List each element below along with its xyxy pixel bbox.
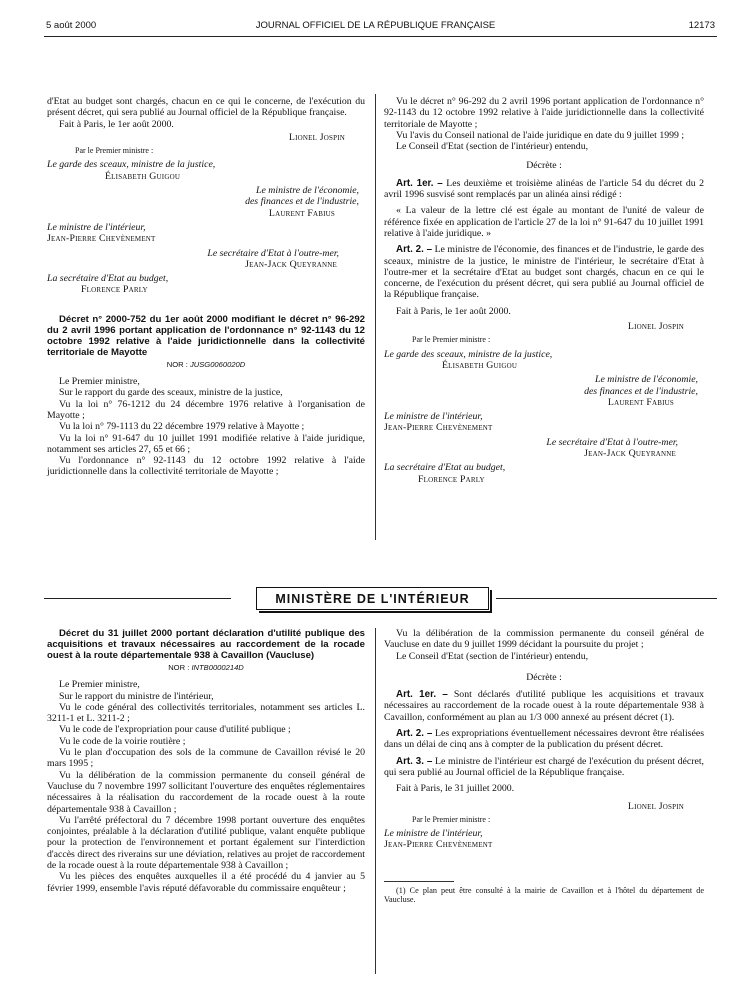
- paragraph: Vu le décret n° 96-292 du 2 avril 1996 portant application de l'ordonnance n° 92-1143 du 12 octobre 1992 relative à l'aide juridictionnelle dans la collectivité territoriale de Mayotte ;: [384, 96, 704, 130]
- paragraph: Vu l'arrêté préfectoral du 7 décembre 1998 portant ouverture des enquêtes conjointes, préalable à la déclaration d'utilité publique, valant enquête publique pour la protection de l'environnement et portant également sur l'interdiction d'accès direct des riverains sur une déviation, relatives au projet de raccordement de la rocade ouest à la route départementale 938 à Cavaillon ;: [47, 814, 365, 872]
- bottom-left-column: [47, 628, 365, 894]
- article-text: Le ministre de l'intérieur est chargé de l'exécution du présent décret, qui sera publié au Journal officiel de la République française.: [384, 755, 704, 778]
- paragraph: Le Premier ministre,: [59, 679, 140, 691]
- pm-signature: Lionel Jospin: [627, 800, 684, 812]
- header-page-number: 12173: [688, 20, 715, 31]
- paragraph: Vu le plan d'occupation des sols de la commune de Cavaillon révisé le 20 mars 1995 ;: [47, 747, 365, 770]
- signatory-name: Élisabeth Guigou: [442, 359, 518, 371]
- signatory-title: Le ministre de l'économie,: [595, 374, 698, 386]
- by-pm: Par le Premier ministre :: [412, 814, 491, 824]
- intro-text: d'Etat au budget sont chargés, chacun en ce qui le concerne, de l'exécution du présent décret, qui sera publié au Journal officiel de la République française.: [47, 96, 365, 119]
- signatory-name: Jean-Jack Queyranne: [584, 448, 676, 460]
- footnote: (1) Ce plan peut être consulté à la mairie de Cavaillon et à l'hôtel du département de Vaucluse.: [384, 885, 704, 905]
- signatory-title: Le ministre de l'intérieur,: [384, 828, 483, 840]
- paragraph: Le Conseil d'Etat (section de l'intérieur) entendu,: [396, 141, 589, 153]
- signatory-name: Jean-Pierre Chevènement: [47, 233, 156, 245]
- signatory-name: Jean-Pierre Chevènement: [384, 422, 493, 434]
- signatory-title: Le garde des sceaux, ministre de la justice,: [384, 348, 553, 360]
- article-text: Sont déclarés d'utilité publique les acquisitions et travaux nécessaires au raccordement de la rocade ouest à la route départementale 938 à Cavaillon, conformément au plan au 1/3 000 annexé au présent décret (1).: [384, 689, 705, 723]
- nor-code: JUSG0060020D: [189, 359, 246, 369]
- article-label: Art. 1er. –: [396, 689, 448, 701]
- article-label: Art. 2. –: [396, 728, 433, 740]
- signatory-name: Laurent Fabius: [268, 207, 335, 219]
- paragraph: Vu la loi n° 79-1113 du 22 décembre 1979 relative à Mayotte ;: [59, 421, 305, 433]
- paragraph: Vu la loi n° 76-1212 du 24 décembre 1976 relative à l'organisation de Mayotte ;: [47, 398, 365, 421]
- by-pm: Par le Premier ministre :: [75, 146, 154, 156]
- paragraph: Vu la délibération de la commission permanente du conseil général de Vaucluse en date du 9 juillet 1999 décidant la poursuite du projet ;: [384, 628, 704, 651]
- nor-label: NOR :: [168, 663, 190, 672]
- signatory-title: Le ministre de l'intérieur,: [47, 221, 146, 233]
- signatory-name: Laurent Fabius: [607, 396, 674, 408]
- paragraph: Vu le code de l'expropriation pour cause d'utilité publique ;: [59, 724, 291, 736]
- signatory-title: Le secrétaire d'Etat à l'outre-mer,: [546, 436, 678, 448]
- column-divider-top: [375, 94, 376, 540]
- header-date: 5 août 2000: [46, 20, 97, 31]
- signatory-name: Florence Parly: [81, 284, 148, 296]
- decrete-heading: Décrète :: [526, 671, 562, 683]
- signatory-name: Jean-Jack Queyranne: [245, 258, 337, 270]
- article-label: Art. 3. –: [396, 755, 433, 767]
- signatory-title-cont: des finances et de l'industrie,: [245, 196, 359, 208]
- signatory-title: Le ministre de l'intérieur,: [384, 411, 483, 423]
- signatory-name: Florence Parly: [418, 473, 485, 485]
- nor-reference: [47, 662, 365, 673]
- article-quote: « La valeur de la lettre clé est égale au montant de l'unité de valeur de référence fixée en application de l'article 27 de la loi n° 91-647 du 10 juillet 1991 relative à l'aide juridique. »: [384, 205, 704, 239]
- bottom-right-column: [384, 628, 704, 905]
- signatory-title: Le ministre de l'économie,: [256, 185, 359, 197]
- paragraph: Vu l'avis du Conseil national de l'aide juridique en date du 9 juillet 1999 ;: [396, 129, 685, 141]
- place-date: Fait à Paris, le 1er août 2000.: [396, 305, 511, 317]
- decrete-heading: Décrète :: [526, 160, 562, 172]
- article-text: Les expropriations éventuellement nécessaires devront être réalisées dans un délai de cinq ans à compter de la publication du présent décret.: [384, 728, 705, 751]
- header-title: JOURNAL OFFICIEL DE LA RÉPUBLIQUE FRANÇAISE: [255, 20, 496, 31]
- article-label: Art. 2. –: [396, 244, 433, 256]
- paragraph: Vu la loi n° 91-647 du 10 juillet 1991 modifiée relative à l'aide juridique, notamment ses articles 27, 65 et 66 ;: [47, 432, 365, 455]
- decree-title: Décret n° 2000-752 du 1er août 2000 modifiant le décret n° 96-292 du 2 avril 1996 portant application de l'ordonnance n° 92-1143 du 12 octobre 1992 relative à l'aide juridictionnelle dans la collectivité territoriale de Mayotte: [47, 313, 365, 358]
- article-text: Les deuxième et troisième alinéas de l'article 54 du décret du 2 avril 1996 susvisé sont remplacés par un alinéa ainsi rédigé :: [384, 177, 705, 201]
- paragraph: Vu le code de la voirie routière ;: [59, 735, 186, 747]
- nor-label: NOR :: [166, 359, 188, 369]
- paragraph: Vu le code général des collectivités territoriales, notamment ses articles L. 3211-1 et L. 3211-2 ;: [47, 701, 365, 725]
- pm-signature: Lionel Jospin: [627, 321, 684, 333]
- nor-code: INTB0000214D: [191, 663, 244, 672]
- place-date: Fait à Paris, le 1er août 2000.: [59, 118, 174, 130]
- signatory-title: Le secrétaire d'Etat à l'outre-mer,: [207, 247, 339, 259]
- footnote-rule: [384, 881, 454, 882]
- ministry-rule-left: [44, 598, 231, 599]
- by-pm: Par le Premier ministre :: [412, 335, 491, 345]
- top-right-column: [384, 96, 704, 485]
- ministry-rule-right: [496, 598, 717, 599]
- ministry-heading: MINISTÈRE DE L'INTÉRIEUR: [256, 587, 489, 610]
- column-divider-bottom: [375, 628, 376, 974]
- paragraph: Sur le rapport du ministre de l'intérieur,: [59, 690, 214, 702]
- signatory-name: Jean-Pierre Chevènement: [384, 839, 493, 851]
- pm-signature: Lionel Jospin: [288, 131, 345, 143]
- paragraph: Sur le rapport du garde des sceaux, ministre de la justice,: [59, 387, 283, 399]
- paragraph: Le Conseil d'Etat (section de l'intérieur) entendu,: [396, 650, 589, 662]
- signatory-title: La secrétaire d'Etat au budget,: [384, 462, 506, 474]
- paragraph: Vu les pièces des enquêtes auxquelles il a été procédé du 4 janvier au 5 février 1999, ensemble l'avis réputé défavorable du commissaire enquêteur ;: [47, 871, 365, 894]
- article-text: Le ministre de l'économie, des finances et de l'industrie, le garde des sceaux, ministre de la justice, le ministre de l'intérieur, le secrétaire d'Etat à l'outre-mer et la secrétaire d'Etat au budget sont chargés, chacun en ce qui le concerne, de l'exécution du présent décret, qui sera publié au Journal officiel de la République française.: [384, 244, 704, 301]
- signatory-title-cont: des finances et de l'industrie,: [584, 385, 698, 397]
- paragraph: Vu l'ordonnance n° 92-1143 du 12 octobre 1992 relative à l'aide juridictionnelle dans la collectivité territoriale de Mayotte ;: [47, 455, 365, 478]
- paragraph: Vu la délibération de la commission permanente du conseil général de Vaucluse du 7 novembre 1997 sollicitant l'ouverture des enquêtes réglementaires nécessaires à la réalisation du raccordement de la rocade ouest à la route départementale 938 à Cavaillon ;: [47, 769, 365, 815]
- article-label: Art. 1er. –: [396, 177, 443, 189]
- place-date: Fait à Paris, le 31 juillet 2000.: [396, 783, 515, 795]
- signatory-title: La secrétaire d'Etat au budget,: [47, 273, 169, 285]
- signatory-title: Le garde des sceaux, ministre de la justice,: [47, 159, 216, 171]
- decree-title: Décret du 31 juillet 2000 portant déclaration d'utilité publique des acquisitions et travaux nécessaires au raccordement de la rocade ouest à la route départementale 938 à Cavaillon (Vaucluse): [47, 628, 365, 661]
- nor-reference: [47, 359, 365, 370]
- top-left-column: [47, 96, 365, 478]
- header-rule: [44, 36, 717, 37]
- signatory-name: Élisabeth Guigou: [105, 170, 181, 182]
- paragraph: Le Premier ministre,: [59, 376, 140, 388]
